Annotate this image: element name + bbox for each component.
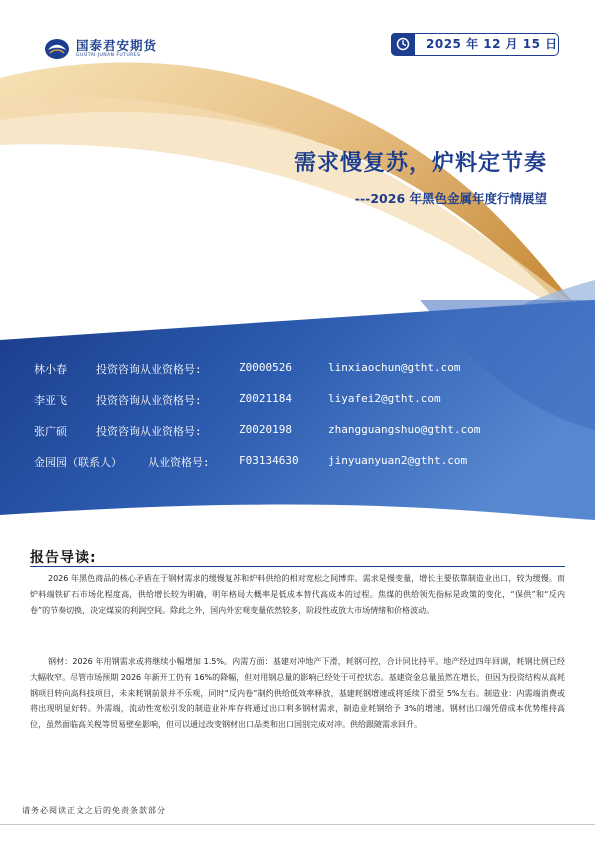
author-qualification: 投资咨询从业资格号: xyxy=(96,394,202,407)
disclaimer-note: 请务必阅读正文之后的免责条款部分 xyxy=(22,806,166,815)
report-summary-heading: 报告导读: xyxy=(30,550,97,566)
author-name: 林小春 xyxy=(34,363,67,376)
date-text: 2025 年 12 月 15 日 xyxy=(426,37,558,51)
summary-paragraph: 钢材：2026 年用钢需求或将继续小幅增加 1.5%。内需方面：基建对冲地产下滑，耗钢可控，合计同比持平。地产经过四年回调，耗钢比例已经大幅收窄。尽管市场预期 2026 年新开工仍有 16%的降幅，但对用钢总量的影响已经处于可控状态。基建资金总量虽然在增长，但因为投资结构从高耗钢项目转向高科技项目，未来耗钢前景并不乐观，同时“反内卷”制约供给低效率释放，基建耗钢增速或将延续下滑至 5%左右。制造业：内需端消费或将出现明显好转。外需端，流动性宽松引发的制造业补库存将通过出口利多钢材需求，制造业耗钢给予 3%的增速。钢材出口端凭借成本优势维持高位，虽然面临高关税等贸易壁垒影响，但可以通过改变钢材出口品类和出口国别完成对冲。供给跟随需求回升。 xyxy=(30,657,565,730)
author-name: 李亚飞 xyxy=(34,394,67,407)
author-name: 金园园（联系人） xyxy=(34,456,122,469)
author-email[interactable]: linxiaochun@gtht.com xyxy=(328,361,461,374)
author-email[interactable]: zhangguangshuo@gtht.com xyxy=(328,423,481,436)
heading-divider xyxy=(30,566,565,567)
author-email[interactable]: liyafei2@gtht.com xyxy=(328,392,441,405)
company-logo xyxy=(44,38,157,60)
author-license-id: Z0020198 xyxy=(239,423,292,436)
footer-divider xyxy=(0,824,595,825)
author-name: 张广硕 xyxy=(34,425,67,438)
clock-icon-badge xyxy=(391,33,415,55)
author-license-id: Z0021184 xyxy=(239,392,292,405)
logo-mark-icon xyxy=(44,38,70,60)
clock-icon xyxy=(396,37,410,51)
author-license-id: F03134630 xyxy=(239,454,299,467)
logo-text-cn: 国泰君安期货 xyxy=(76,38,158,53)
report-subtitle: ---2026 年黑色金属年度行情展望 xyxy=(354,191,547,206)
logo-text-en: GUOTAI JUNAN FUTURES xyxy=(76,53,141,58)
author-qualification: 投资咨询从业资格号: xyxy=(96,425,202,438)
summary-paragraph: 2026 年黑色商品的核心矛盾在于钢材需求的缓慢复苏和炉料供给的相对宽松之间博弈。需求是慢变量，增长主要依靠制造业出口，较为缓慢。而炉料端铁矿石市场化程度高，供给增长较为明确，明年格局大概率是低成本替代高成本的过程。焦煤的供给领先指标是政策的变化，“保供”和“反内卷”的节奏切换，决定煤炭的利润空间。除此之外，国内外宏观变量依然较多，阶段性或放大市场情绪和价格波动。 xyxy=(30,574,565,615)
report-date xyxy=(391,33,559,56)
report-title: 需求慢复苏，炉料定节奏 xyxy=(293,151,547,176)
author-qualification: 从业资格号: xyxy=(148,456,210,469)
author-qualification: 投资咨询从业资格号: xyxy=(96,363,202,376)
author-email[interactable]: jinyuanyuan2@gtht.com xyxy=(328,454,468,467)
author-license-id: Z0000526 xyxy=(239,361,292,374)
